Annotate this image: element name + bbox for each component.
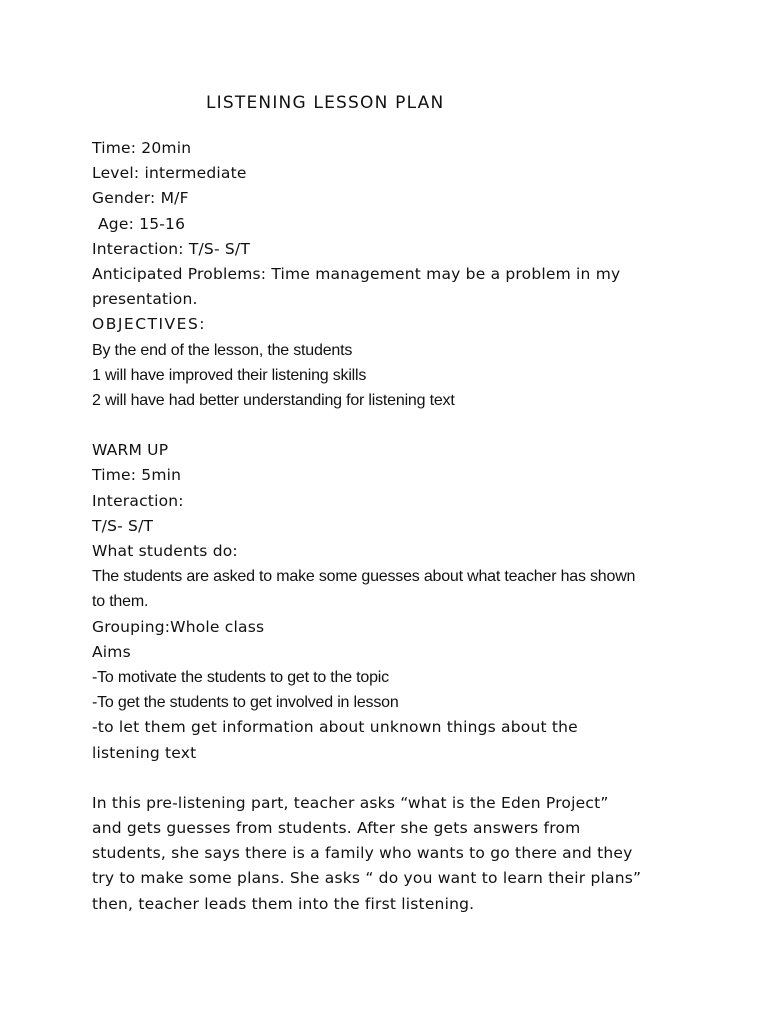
- anticipated-problems-cont: presentation.: [92, 290, 198, 309]
- section-spacer: [92, 766, 692, 791]
- lesson-plan-body: [92, 136, 692, 917]
- warm-up-description: The students are asked to make some guesses about what teacher has shown: [92, 568, 636, 586]
- objectives-heading: OBJECTIVES:: [92, 315, 207, 334]
- what-students-do-label: What students do:: [92, 542, 238, 560]
- pre-listening-paragraph-line: and gets guesses from students. After she gets answers from: [92, 819, 581, 838]
- level-detail: Level: intermediate: [92, 164, 247, 183]
- aims-label: Aims: [92, 642, 131, 661]
- pre-listening-paragraph-line: try to make some plans. She asks “ do you want to learn their plans”: [92, 869, 642, 888]
- time-detail: Time: 20min: [92, 139, 192, 157]
- grouping-detail: Grouping:Whole class: [92, 617, 265, 636]
- section-spacer: [92, 413, 692, 438]
- interaction-detail: Interaction: T/S- S/T: [92, 239, 251, 258]
- pre-listening-paragraph-line: then, teacher leads them into the first listening.: [92, 894, 475, 913]
- warm-up-description-cont: to them.: [92, 593, 149, 611]
- warm-up-interaction-value: T/S- S/T: [92, 516, 154, 535]
- aim-item-3: -to let them get information about unknown things about the: [92, 718, 578, 737]
- aim-item-1: -To motivate the students to get to the topic: [92, 668, 389, 686]
- objective-item-2: 2 will have had better understanding for listening text: [92, 391, 455, 409]
- warm-up-heading: WARM UP: [92, 441, 169, 460]
- objective-item-1: 1 will have improved their listening skills: [92, 366, 367, 384]
- pre-listening-paragraph-line: students, she says there is a family who wants to go there and they: [92, 844, 633, 863]
- warm-up-time: Time: 5min: [92, 466, 182, 485]
- anticipated-problems: Anticipated Problems: Time management may be a problem in my: [92, 264, 621, 283]
- aim-item-3-cont: listening text: [92, 743, 197, 762]
- age-detail: Age: 15-16: [98, 214, 186, 233]
- warm-up-interaction-label: Interaction:: [92, 491, 184, 510]
- page-title: LISTENING LESSON PLAN: [206, 93, 445, 113]
- objectives-intro: By the end of the lesson, the students: [92, 341, 353, 359]
- pre-listening-paragraph-line: In this pre-listening part, teacher asks “what is the Eden Project”: [92, 793, 609, 812]
- aim-item-2: -To get the students to get involved in lesson: [92, 694, 399, 712]
- gender-detail: Gender: M/F: [92, 189, 189, 208]
